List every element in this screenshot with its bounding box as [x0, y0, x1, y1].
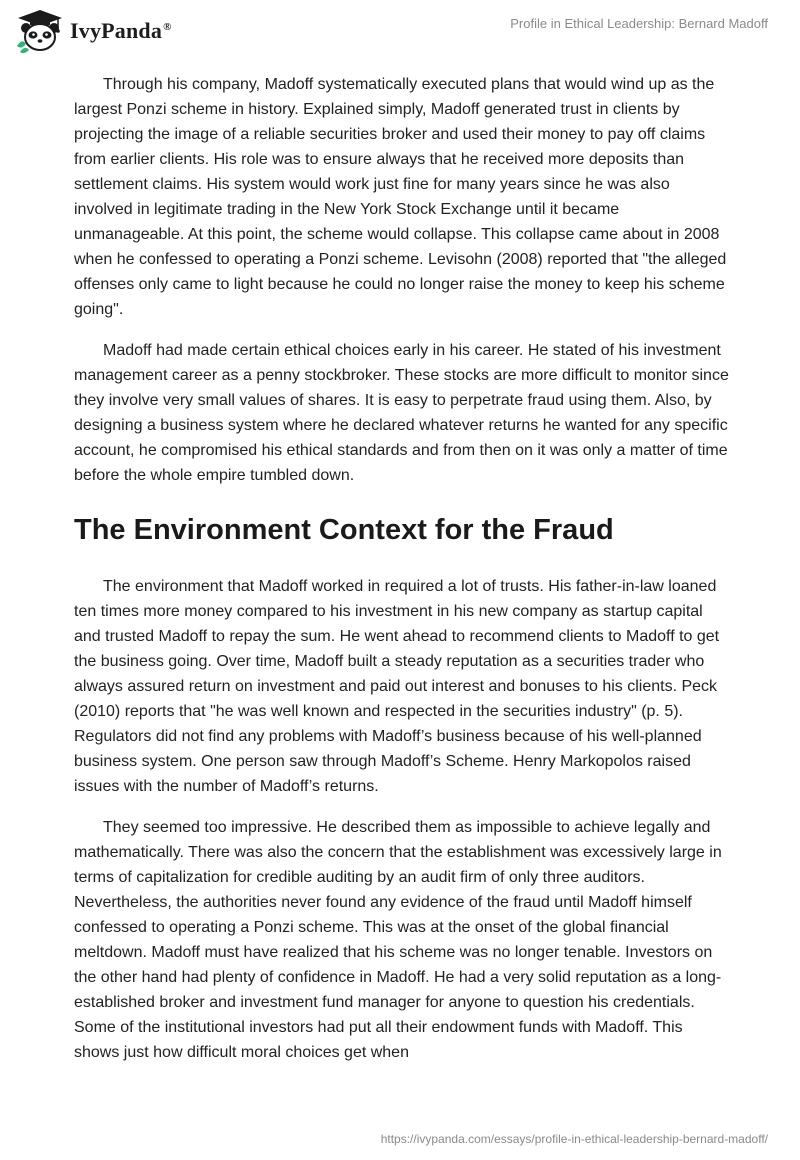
paragraph: Through his company, Madoff systematically executed plans that would wind up as the largest Ponzi scheme in history. Explained simply, Madoff generated trust in clients by projecting the image of a reliable securities broker and used their money to pay off claims from earlier clients. His role was to ensure always that he received more deposits than settlement claims. His system would work just fine for many years since he was also involved in legitimate trading in the New York Stock Exchange until it became unmanageable. At this point, the scheme would collapse. This collapse came about in 2008 when he confessed to operating a Ponzi scheme. Levisohn (2008) reported that "the alleged offenses only came to light because he could no longer raise the money to keep his scheme going".: [74, 76, 727, 318]
footer-url-link[interactable]: https://ivypanda.com/essays/profile-in-ethical-leadership-bernard-madoff/: [380, 1132, 768, 1146]
essay-content: [74, 72, 730, 1081]
document-title: Profile in Ethical Leadership: Bernard Madoff: [510, 16, 768, 31]
paragraph: Madoff had made certain ethical choices early in his career. He stated of his investment management career as a penny stockbroker. These stocks are more difficult to monitor since they involve very small values of shares. It is easy to perpetrate fraud using them. Also, by designing a business system where he declared whatever returns he wanted for any specific account, he compromised his ethical standards and from then on it was only a matter of time before the whole empire tumbled down.: [74, 342, 729, 484]
ivypanda-logo[interactable]: [14, 8, 172, 54]
paragraph: They seemed too impressive. He described them as impossible to achieve legally and mathematically. There was also the concern that the establishment was excessively large in terms of capitalization for credible auditing by an audit firm of only three auditors. Nevertheless, the authorities never found any evidence of the fraud until Madoff himself confessed to operating a Ponzi scheme. This was at the onset of the global financial meltdown. Madoff must have realized that his scheme was no longer tenable. Investors on the other hand had plenty of confidence in Madoff. He had a very solid reputation as a long-established broker and investment fund manager for anyone to question his credentials. Some of the institutional investors had put all their endowment funds with Madoff. This shows just how difficult moral choices get when: [74, 819, 722, 1061]
paragraph: The environment that Madoff worked in required a lot of trusts. His father-in-law loaned ten times more money compared to his investment in his new company as startup capital and trusted Madoff to repay the sum. He went ahead to recommend clients to Madoff to get the business going. Over time, Madoff built a steady reputation as a securities trader who always assured return on investment and paid out interest and bonuses to his clients. Peck (2010) reports that "he was well known and respected in the securities industry" (p. 5). Regulators did not find any problems with Madoff’s business because of his well-planned business system. One person saw through Madoff’s Scheme. Henry Markopolos raised issues with the number of Madoff’s returns.: [74, 578, 720, 795]
section-heading: The Environment Context for the Fraud: [74, 514, 614, 546]
panda-graduate-icon: [14, 8, 66, 54]
logo-text: IvyPanda®: [70, 18, 172, 43]
page-header: [0, 0, 800, 62]
